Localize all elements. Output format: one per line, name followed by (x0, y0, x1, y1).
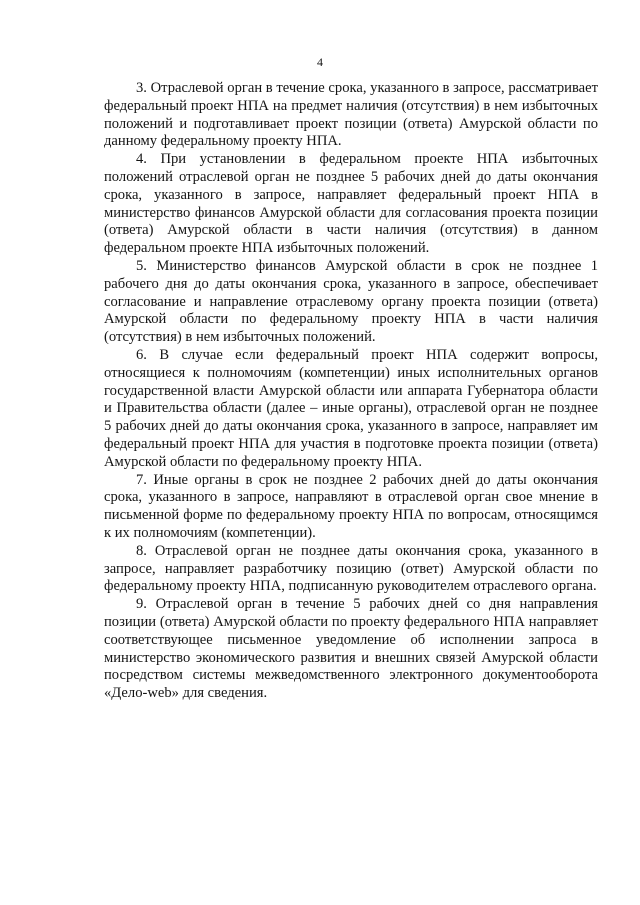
document-body (104, 80, 598, 703)
paragraph-5: 5. Министерство финансов Амурской области в срок не позднее 1 рабочего дня до даты окончания срока, указанного в запросе, обеспечивает согласование и направление отраслевому органу проекта позиции (ответа) Амурской области по федеральному проекту НПА в части наличия (отсутствия) в нем избыточных положений. (104, 257, 598, 346)
paragraph-7: 7. Иные органы в срок не позднее 2 рабочих дней до даты окончания срока, указанного в запросе, направляют в отраслевой орган свое мнение в письменной форме по федеральному проекту НПА по вопросам, относящимся к их полномочиям (компетенции). (104, 471, 598, 541)
paragraph-3: 3. Отраслевой орган в течение срока, указанного в запросе, рассматривает федеральный проект НПА на предмет наличия (отсутствия) в нем избыточных положений и подготавливает проект позиции (ответа) Амурской области по данному федеральному проекту НПА. (104, 80, 598, 150)
paragraph-6: 6. В случае если федеральный проект НПА содержит вопросы, относящиеся к полномочиям (компетенции) иных исполнительных органов государственной власти Амурской области или аппарата Губернатора области и Правительства области (далее – иные органы), отраслевой орган не позднее 5 рабочих дней до даты окончания срока, указанного в запросе, направляет им федеральный проект НПА для участия в подготовке проекта позиции (ответа) Амурской области по федеральному проекту НПА. (104, 346, 598, 470)
paragraph-8: 8. Отраслевой орган не позднее даты окончания срока, указанного в запросе, направляет разработчику позицию (ответ) Амурской области по федеральному проекту НПА, подписанную руководителем отраслевого органа. (104, 542, 598, 595)
page-number: 4 (317, 55, 323, 69)
paragraph-9: 9. Отраслевой орган в течение 5 рабочих дней со дня направления позиции (ответа) Амурской области по проекту федерального НПА направляет соответствующее письменное уведомление об исполнении запроса в министерство экономического развития и внешних связей Амурской области посредством системы межведомственного электронного документооборота «Дело-web» для сведения. (104, 596, 598, 702)
paragraph-4: 4. При установлении в федеральном проекте НПА избыточных положений отраслевой орган не позднее 5 рабочих дней до даты окончания срока, указанного в запросе, направляет федеральный проект НПА в министерство финансов Амурской области для согласования проекта позиции (ответа) Амурской области в части наличия (отсутствия) в данном федеральном проекте НПА избыточных положений. (104, 151, 598, 257)
